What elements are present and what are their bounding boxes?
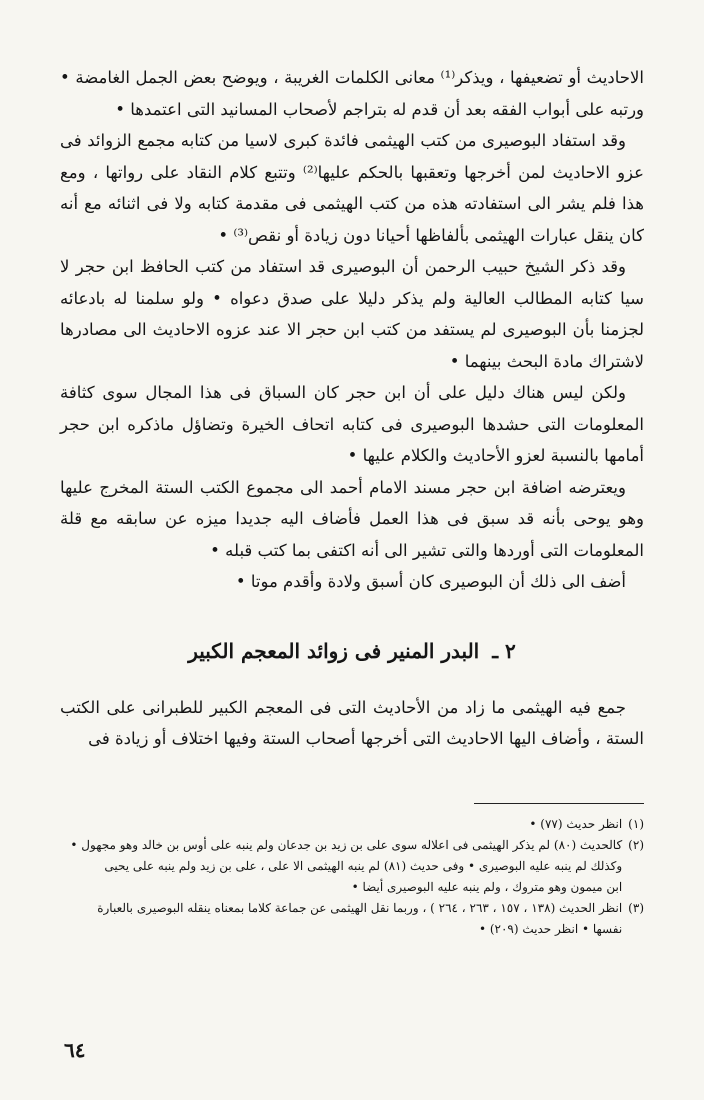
paragraph-1: الاحاديث أو تضعيفها ، ويذكر⁽¹⁾ معانى الكلمات الغريبة ، ويوضح بعض الجمل الغامضة • ورتبه على أبواب الفقه بعد أن قدم له بتراجم لأصحاب المسانيد التى اعتمدها •: [60, 68, 644, 119]
section-paragraph: جمع فيه الهيثمى ما زاد من الأحاديث التى فى المعجم الكبير للطبرانى على الكتب الستة ، وأضاف اليها الاحاديث التى أخرجها أصحاب الستة وفيها اختلاف أو زيادة فى: [60, 697, 644, 748]
footnote-line: كالحديث (٨٠) لم يذكر الهيثمى فى اعلاله سوى على بن زيد بن جدعان ولم ينبه على أوس بن خالد وهو مجهول •: [70, 837, 623, 852]
section-number: ٢ ـ: [492, 638, 516, 663]
footnote-1: [60, 814, 644, 835]
footnote-line: انظر الحديث (١٣٨ ، ١٥٧ ، ٢٦٣ ، ٢٦٤ ) ، وربما نقل الهيثمى عن جماعة كلاما بمعناه ينقله البوصيرى بالعبارة: [97, 900, 623, 915]
footnote-2: [60, 835, 644, 898]
footnote-number: (١): [628, 816, 644, 831]
paragraph-6: أضف الى ذلك أن البوصيرى كان أسبق ولادة وأقدم موتا •: [235, 572, 626, 591]
footnote-text: [60, 814, 622, 835]
footnote-number: (٢): [628, 837, 644, 852]
section-heading: [60, 636, 644, 666]
section-title: البدر المنير فى زوائد المعجم الكبير: [188, 638, 480, 663]
footnote-separator: [474, 803, 644, 804]
footnote-line: انظر حديث (٧٧) •: [529, 816, 623, 831]
paragraph-4: ولكن ليس هناك دليل على أن ابن حجر كان السباق فى هذا المجال سوى كثافة المعلومات التى حشدها البوصيرى فى كتابه اتحاف الخيرة وتضاؤل ماذكره ابن حجر أمامها بالنسبة لعزو الأحاديث والكلام عليها •: [60, 383, 644, 465]
footnote-number: (٣): [628, 900, 644, 915]
footnote-text: [60, 898, 622, 940]
footnote-line: نفسها • انظر حديث (٢٠٩) •: [478, 921, 623, 936]
footnotes: [60, 814, 644, 940]
section-heading-text: [188, 639, 516, 663]
paragraph-2: وقد استفاد البوصيرى من كتب الهيثمى فائدة كبرى لاسيا من كتابه مجمع الزوائد فى عزو الاحاديث لمن أخرجها وتعقبها بالحكم عليها⁽²⁾ وتتبع كلام النقاد على رواتها ، ومع هذا فلم يشر الى استفادته هذه من كتب الهيثمى فى مقدمة كتابه ولا فى اثنائه مع أنه كان ينقل عبارات الهيثمى بألفاظها أحيانا دون زيادة أو نقص⁽³⁾ •: [60, 131, 644, 245]
footnote-3: [60, 898, 644, 940]
document-page: [60, 62, 644, 1060]
section-body: [60, 692, 644, 755]
body-text: [60, 62, 644, 598]
page-number: ٦٤: [64, 1038, 86, 1062]
paragraph-3: وقد ذكر الشيخ حبيب الرحمن أن البوصيرى قد استفاد من كتب الحافظ ابن حجر لا سيا كتابه المطالب العالية ولم يذكر دليلا على صدق دعواه • ولو سلمنا له بادعائه لجزمنا بأن البوصيرى لم يستفد من كتب ابن حجر الا عند عزوه الاحاديث الى مصادرها لاشتراك مادة البحث بينهما •: [60, 257, 644, 371]
footnote-line: ابن ميمون وهو متروك ، ولم ينبه عليه البوصيرى أيضا •: [351, 879, 623, 894]
footnote-text: [60, 835, 622, 898]
footnote-line: وكذلك لم ينبه عليه البوصيرى • وفى حديث (٨١) لم ينبه الهيثمى الا على ، على بن زيد ولم ينبه على يحيى: [104, 858, 623, 873]
paragraph-5: ويعترضه اضافة ابن حجر مسند الامام أحمد الى مجموع الكتب الستة المخرج عليها وهو يوحى بأنه قد سبق فى هذا العمل فأضاف اليه جديدا ميزه عن سابقه مع قلة المعلومات التى أوردها والتى تشير الى أنه اكتفى بما كتب قبله •: [60, 477, 644, 560]
